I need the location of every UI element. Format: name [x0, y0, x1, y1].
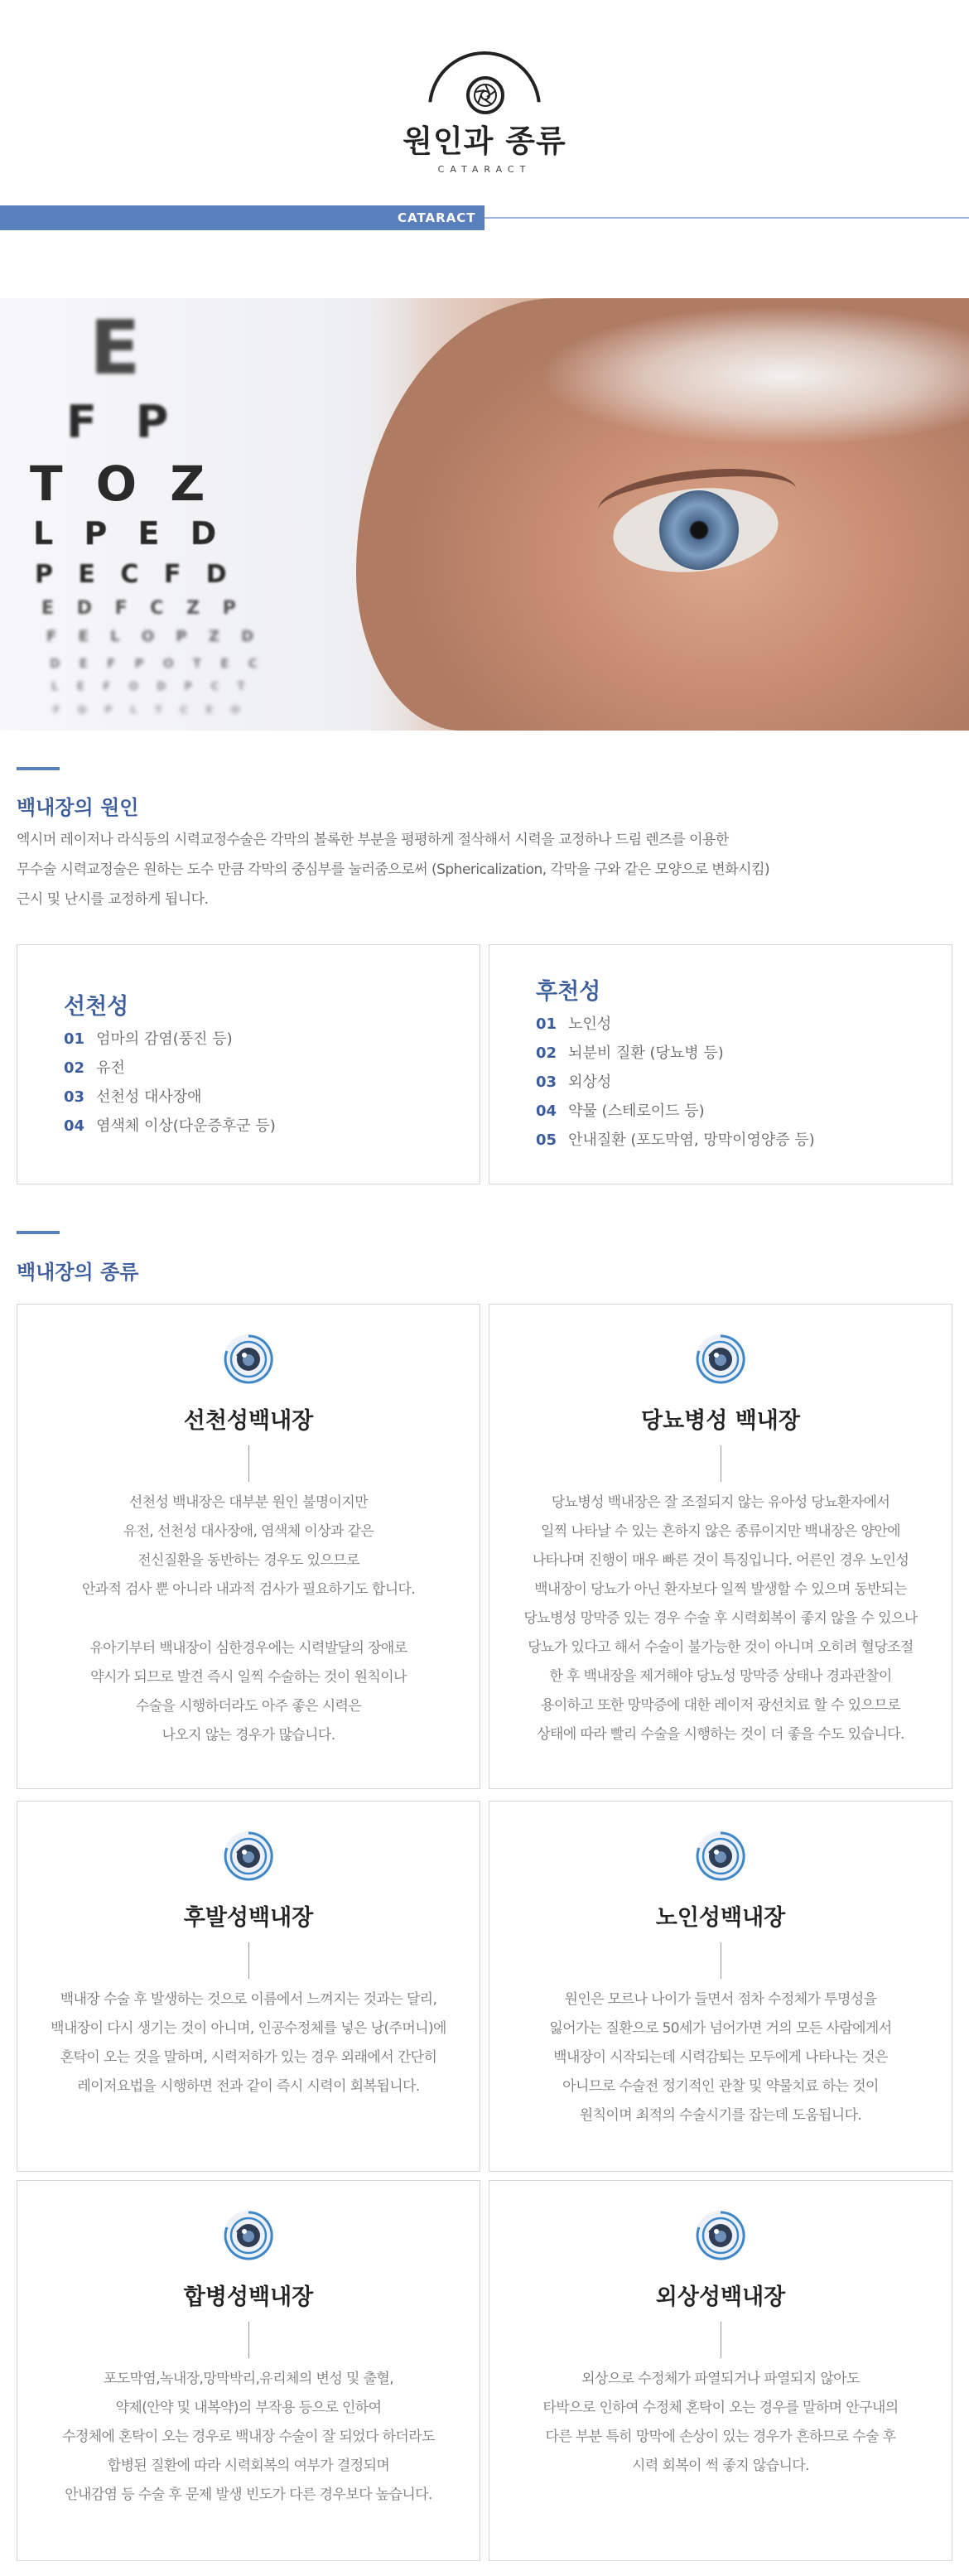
card-text-line: 유전, 선천성 대사장애, 염색체 이상과 같은: [123, 1523, 374, 1540]
eye-icon: [694, 1830, 747, 1883]
card-text-line: 수정체에 혼탁이 오는 경우로 백내장 수술이 잘 되었다 하더라도: [62, 2429, 435, 2445]
card-text-line: 원칙이며 최적의 수술시기를 잡는데 도움됩니다.: [579, 2107, 862, 2124]
card-text-line: 백내장이 시작되는데 시력감퇴는 모두에게 나타나는 것은: [553, 2049, 888, 2066]
cause-intro: [17, 825, 944, 914]
cataract-type-card: [17, 2180, 480, 2561]
list-item: 02 뇌분비 질환 (당뇨병 등): [536, 1044, 724, 1062]
hero-image: [0, 298, 969, 731]
card-text-line: 혼탁이 오는 것을 말하며, 시력저하가 있는 경우 외래에서 간단히: [60, 2049, 437, 2066]
card-body: [503, 1488, 938, 1749]
card-title: 노인성백내장: [655, 1905, 786, 1931]
card-text-line: 시력 회복이 썩 좋지 않습니다.: [632, 2458, 809, 2474]
card-text-line: 백내장이 당뇨가 아닌 환자보다 일찍 발생할 수 있으며 동반되는: [534, 1581, 907, 1598]
card-text-line: 아니므로 수술전 정기적인 관찰 및 약물치료 하는 것이: [562, 2078, 879, 2095]
eye-icon: [222, 1333, 275, 1386]
list-item: 04 약물 (스테로이드 등): [536, 1102, 705, 1120]
eye-iris: [659, 490, 739, 570]
cataract-type-card: [489, 1304, 952, 1789]
congenital-title: 선천성: [64, 994, 129, 1020]
card-text-line: 당뇨병성 백내장은 잘 조절되지 않는 유아성 당뇨환자에서: [551, 1494, 890, 1511]
eye-chart-row: L P E D: [33, 515, 227, 552]
list-item: 05 안내질환 (포도막염, 망막이영양증 등): [536, 1131, 815, 1149]
card-text-line: 다른 부분 특히 망막에 손상이 있는 경우가 흔하므로 수술 후: [545, 2429, 896, 2445]
card-text-line: 백내장이 다시 생기는 것이 아니며, 인공수정체를 넣은 낭(주머니)에: [51, 2020, 446, 2037]
type-section-title: 백내장의 종류: [17, 1261, 139, 1284]
eye-chart-row: T O Z: [30, 456, 214, 512]
eye-icon: [222, 2209, 275, 2262]
list-item: 01 엄마의 감염(풍진 등): [64, 1030, 233, 1048]
card-text-line: 백내장 수술 후 발생하는 것으로 이름에서 느껴지는 것과는 달리,: [60, 1991, 437, 2008]
eye-chart-row: E: [89, 305, 152, 392]
acquired-list: [536, 1010, 815, 1155]
card-body: [31, 2365, 466, 2510]
card-text-line: 나타나며 진행이 매우 빠른 것이 특징입니다. 어른인 경우 노인성: [532, 1552, 909, 1569]
cause-section-title: 백내장의 원인: [17, 796, 139, 819]
card-text-line: 안내감염 등 수술 후 문제 발생 빈도가 다른 경우보다 높습니다.: [65, 2487, 432, 2503]
card-title: 외상성백내장: [655, 2284, 786, 2310]
cataract-type-card: [17, 1304, 480, 1789]
eye-chart-row: F D P L T C E O: [53, 704, 248, 716]
card-body: [503, 2365, 938, 2481]
card-text-line: 용이하고 또한 망막증에 대한 레이저 광선치료 할 수 있으므로: [541, 1697, 900, 1714]
eye-chart-row: P E C F D: [35, 560, 235, 589]
header-band-label: CATARACT: [398, 210, 476, 225]
section-bar: [17, 767, 60, 770]
card-text-line: 당뇨가 있다고 해서 수술이 불가능한 것이 아니며 오히려 혈당조절: [528, 1639, 914, 1656]
eye-chart-row: L E F O D P C T: [51, 681, 253, 693]
list-item: 03 선천성 대사장애: [64, 1088, 202, 1106]
card-text-line: 수술을 시행하더라도 아주 좋은 시력은: [135, 1698, 362, 1715]
card-text-line: 선천성 백내장은 대부분 원인 불명이지만: [128, 1494, 369, 1511]
card-title: 후발성백내장: [183, 1905, 314, 1931]
card-text-line: 타박으로 인하여 수정체 혼탁이 오는 경우를 말하며 안구내의: [542, 2400, 899, 2416]
card-text-line: 원인은 모르나 나이가 들면서 점차 수정체가 투명성을: [564, 1991, 877, 2008]
card-divider: [248, 2322, 249, 2358]
card-text-line: 유아기부터 백내장이 심한경우에는 시력발달의 장애로: [89, 1640, 407, 1657]
card-text-line: 약제(안약 및 내복약)의 부작용 등으로 인하여: [115, 2400, 382, 2416]
eye-icon: [694, 2209, 747, 2262]
card-text-line: 레이저요법을 시행하면 전과 같이 즉시 시력이 회복됩니다.: [77, 2078, 420, 2095]
section-bar: [17, 1231, 60, 1234]
eye-chart-row: F P: [66, 396, 181, 448]
aperture-icon: [466, 76, 504, 114]
eye-chart-row: F E L O P Z D: [46, 628, 263, 645]
card-text-line: 안과적 검사 뿐 아니라 내과적 검사가 필요하기도 합니다.: [81, 1581, 416, 1598]
cataract-type-card: [489, 2180, 952, 2561]
congenital-cause-box: [17, 944, 480, 1184]
list-item: 03 외상성: [536, 1073, 612, 1091]
intro-line: 엑시머 레이저나 라식등의 시력교정수술은 각막의 볼록한 부분을 평평하게 절삭해서 시력을 교정하나 드림 렌즈를 이용한: [17, 832, 729, 848]
intro-line: 무수술 시력교정술은 원하는 도수 만큼 각막의 중심부를 눌러줌으로써 (Sphericalization, 각막을 구와 같은 모양으로 변화시킴): [17, 861, 770, 878]
card-text-line: 한 후 백내장을 제거해야 당뇨성 망막증 상태나 경과관찰이: [549, 1668, 892, 1685]
card-body: [31, 1488, 466, 1750]
cataract-type-card: [489, 1801, 952, 2172]
card-title: 당뇨병성 백내장: [641, 1408, 800, 1434]
acquired-cause-box: [489, 944, 952, 1184]
list-item: 02 유전: [64, 1059, 125, 1077]
page-title: 원인과 종류: [403, 123, 566, 159]
card-body: [31, 1985, 466, 2101]
eye-icon: [222, 1830, 275, 1883]
header-band-line: [485, 217, 969, 219]
cataract-type-card: [17, 1801, 480, 2172]
card-text-line: 외상으로 수정체가 파열되거나 파열되지 않아도: [581, 2371, 860, 2387]
card-text-line: 나오지 않는 경우가 많습니다.: [162, 1727, 335, 1744]
eye-icon: [694, 1333, 747, 1386]
card-divider: [248, 1445, 249, 1482]
card-text-line: 당뇨병성 망막증 있는 경우 수술 후 시력회복이 좋지 않을 수 있으나: [523, 1610, 918, 1627]
page-subtitle: CATARACT: [437, 164, 532, 175]
card-body: [503, 1985, 938, 2130]
acquired-title: 후천성: [536, 979, 601, 1005]
intro-line: 근시 및 난시를 교정하게 됩니다.: [17, 891, 209, 908]
card-text-line: 약시가 되므로 발견 즉시 일찍 수술하는 것이 원칙이나: [90, 1669, 407, 1686]
card-title: 선천성백내장: [183, 1408, 314, 1434]
congenital-list: [64, 1025, 276, 1141]
list-item: 01 노인성: [536, 1015, 612, 1033]
eye-chart-row: E D F C Z P: [41, 598, 244, 619]
card-text-line: 포도막염,녹내장,망막박리,유리체의 변성 및 출혈,: [103, 2371, 394, 2387]
card-divider: [248, 1942, 249, 1979]
eye-chart-row: D E F P O T E C: [50, 656, 265, 671]
card-text-line: 일찍 나타날 수 있는 흔하지 않은 종류이지만 백내장은 양안에: [541, 1523, 900, 1540]
card-text-line: 전신질환을 동반하는 경우도 있으므로: [137, 1552, 359, 1569]
card-title: 합병성백내장: [183, 2284, 314, 2310]
card-text-line: 잃어가는 질환으로 50세가 넘어가면 거의 모든 사람에게서: [549, 2020, 892, 2037]
list-item: 04 염색체 이상(다운증후군 등): [64, 1117, 276, 1135]
card-text-line: 합병된 질환에 따라 시력회복의 여부가 결정되며: [107, 2458, 390, 2474]
card-text-line: 상태에 따라 빨리 수술을 시행하는 것이 더 좋을 수도 있습니다.: [537, 1726, 904, 1743]
